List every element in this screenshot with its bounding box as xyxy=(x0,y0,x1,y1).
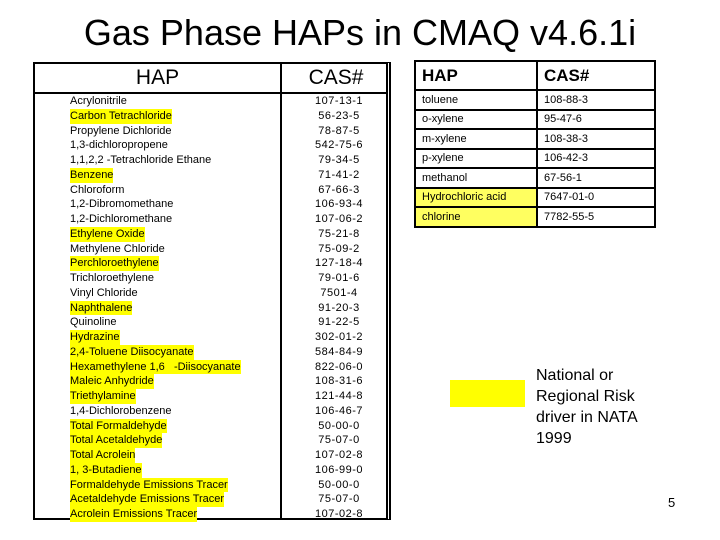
hap-name: Benzene xyxy=(70,168,114,181)
cas-number: 75-21-8 xyxy=(318,227,360,240)
table-row xyxy=(415,168,655,188)
cas-number: 91-20-3 xyxy=(318,301,360,314)
table-row xyxy=(35,389,386,404)
cas-number: 67-56-1 xyxy=(537,168,655,188)
hap-name: p-xylene xyxy=(415,149,537,169)
hap-name: Acrolein Emissions Tracer xyxy=(70,508,198,520)
table-row xyxy=(35,360,386,375)
table-row xyxy=(35,94,386,109)
hap-name: 1,2-Dibromomethane xyxy=(70,198,174,211)
cas-number: 75-07-0 xyxy=(318,493,360,506)
hap-name: Total Formaldehyde xyxy=(70,419,167,432)
hap-name: Propylene Dichloride xyxy=(70,124,172,137)
cas-number: 584-84-9 xyxy=(314,345,364,358)
cas-number: 67-66-3 xyxy=(318,183,360,196)
hap-name: 1,3-dichloropropene xyxy=(70,139,168,152)
hap-name: Total Acrolein xyxy=(70,449,136,461)
table-row xyxy=(35,124,386,139)
cas-number: 106-93-4 xyxy=(314,198,364,211)
cas-number: 107-13-1 xyxy=(314,95,364,107)
table-row xyxy=(415,188,655,208)
table-row xyxy=(35,256,386,271)
cas-number: 822-06-0 xyxy=(314,360,364,373)
table-row xyxy=(35,271,386,286)
cas-number: 79-34-5 xyxy=(318,154,360,166)
table-row xyxy=(35,507,386,522)
table-row xyxy=(35,227,386,242)
cas-number: 78-87-5 xyxy=(318,124,360,137)
cas-number: 50-00-0 xyxy=(318,478,360,491)
hap-name: Quinoline xyxy=(70,316,117,329)
table-header-row xyxy=(415,61,655,90)
table-row xyxy=(35,138,386,153)
cas-number: 107-02-8 xyxy=(314,449,364,461)
hap-name: m-xylene xyxy=(415,129,537,149)
table-row xyxy=(35,492,386,507)
cas-number: 108-88-3 xyxy=(537,90,655,110)
cas-number: 7501-4 xyxy=(320,286,358,299)
hap-name: Triethylamine xyxy=(70,390,136,402)
hap-name: Chloroform xyxy=(70,183,125,196)
table-row xyxy=(415,110,655,130)
hap-name: Formaldehyde Emissions Tracer xyxy=(70,478,228,491)
left-hap-table xyxy=(33,62,391,520)
hap-name: Naphthalene xyxy=(70,301,133,314)
hap-name: Acetaldehyde Emissions Tracer xyxy=(70,493,225,506)
table-row xyxy=(35,212,386,227)
table-row xyxy=(35,168,386,183)
hap-name: chlorine xyxy=(415,207,537,227)
hap-name: Methylene Chloride xyxy=(70,242,165,255)
table-row xyxy=(35,463,386,478)
hap-name: Hexamethylene 1,6 -Diisocyanate xyxy=(70,360,241,373)
table-row xyxy=(35,315,386,330)
table-row xyxy=(35,183,386,198)
legend-text: National or Regional Risk driver in NATA 1999 xyxy=(536,367,637,447)
hap-name: Maleic Anhydride xyxy=(70,375,154,388)
hap-name: 1,4-Dichlorobenzene xyxy=(70,404,172,417)
cas-number: 75-09-2 xyxy=(318,242,360,255)
hap-name: Acrylonitrile xyxy=(70,95,127,107)
cas-number: 91-22-5 xyxy=(318,316,360,329)
hap-name: Hydrazine xyxy=(70,331,120,343)
table-row xyxy=(35,433,386,448)
cas-number: 108-31-6 xyxy=(314,375,364,388)
hap-name: toluene xyxy=(415,90,537,110)
right-hap-table xyxy=(414,60,656,228)
cas-number: 106-46-7 xyxy=(314,404,364,417)
table-row xyxy=(35,286,386,301)
table-row xyxy=(35,197,386,212)
hap-name: methanol xyxy=(415,168,537,188)
table-row xyxy=(35,153,386,168)
cas-number: 121-44-8 xyxy=(314,390,364,402)
slide-title: Gas Phase HAPs in CMAQ v4.6.1i xyxy=(83,12,637,53)
table-row xyxy=(35,301,386,316)
hap-name: Trichloroethylene xyxy=(70,272,154,284)
table-row xyxy=(415,207,655,227)
table-row xyxy=(35,330,386,345)
hap-name: Perchloroethylene xyxy=(70,257,159,270)
header-hap: HAP xyxy=(135,66,180,89)
table-row xyxy=(35,419,386,434)
table-row xyxy=(415,129,655,149)
hap-name: 1, 3-Butadiene xyxy=(70,463,142,476)
cas-number: 95-47-6 xyxy=(537,110,655,130)
header-cas: CAS# xyxy=(308,66,364,89)
legend-swatch xyxy=(450,380,525,407)
table-row xyxy=(35,448,386,463)
cas-number: 75-07-0 xyxy=(318,434,360,447)
cas-number: 127-18-4 xyxy=(314,257,364,270)
table-row xyxy=(415,149,655,169)
hap-name: 1,2-Dichloromethane xyxy=(70,213,173,225)
hap-name: Total Acetaldehyde xyxy=(70,434,163,447)
header-cas: CAS# xyxy=(537,61,655,90)
hap-name: Hydrochloric acid xyxy=(415,188,537,208)
table-row xyxy=(35,374,386,389)
table-row xyxy=(35,109,386,124)
table-row xyxy=(35,242,386,257)
left-table-rows xyxy=(35,94,386,522)
cas-number: 108-38-3 xyxy=(537,129,655,149)
cas-number: 107-02-8 xyxy=(314,508,364,520)
cas-number: 107-06-2 xyxy=(314,213,364,225)
cas-number: 542-75-6 xyxy=(314,139,364,152)
table-row xyxy=(415,90,655,110)
cas-number: 71-41-2 xyxy=(318,168,360,181)
hap-name: Ethylene Oxide xyxy=(70,227,145,240)
cas-number: 7782-55-5 xyxy=(537,207,655,227)
header-hap: HAP xyxy=(415,61,537,90)
cas-number: 7647-01-0 xyxy=(537,188,655,208)
page-number: 5 xyxy=(668,495,676,510)
hap-name: Vinyl Chloride xyxy=(70,286,138,299)
cas-number: 106-99-0 xyxy=(314,463,364,476)
table-row xyxy=(35,478,386,493)
cas-number: 79-01-6 xyxy=(318,272,360,284)
hap-name: 2,4-Toluene Diisocyanate xyxy=(70,345,194,358)
hap-name: 1,1,2,2 -Tetrachloride Ethane xyxy=(70,154,212,166)
cas-number: 302-01-2 xyxy=(314,331,364,343)
table-row xyxy=(35,404,386,419)
cas-number: 50-00-0 xyxy=(318,419,360,432)
cas-number: 106-42-3 xyxy=(537,149,655,169)
hap-name: Carbon Tetrachloride xyxy=(70,109,172,122)
hap-name: o-xylene xyxy=(415,110,537,130)
cas-number: 56-23-5 xyxy=(318,109,360,122)
table-row xyxy=(35,345,386,360)
